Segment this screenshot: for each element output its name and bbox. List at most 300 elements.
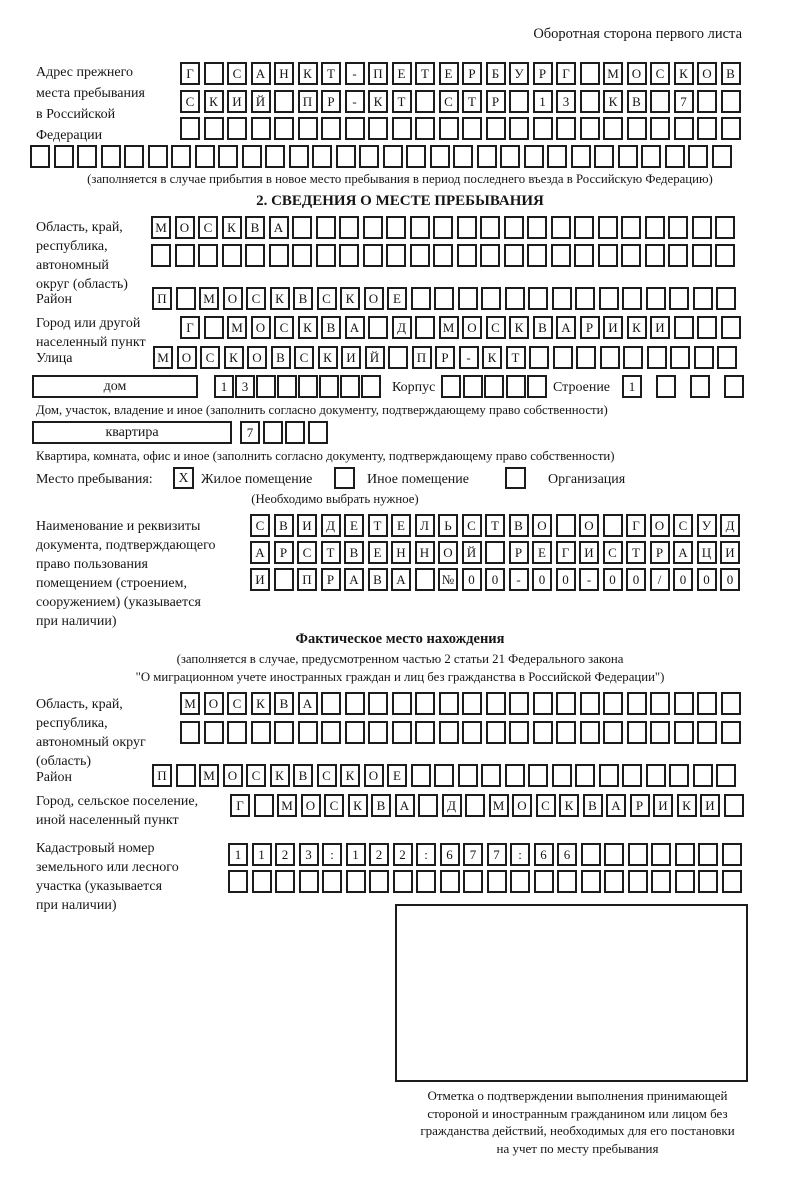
char-cell[interactable] <box>486 721 506 744</box>
char-cell[interactable] <box>665 145 685 168</box>
char-cell[interactable] <box>552 287 572 310</box>
char-cell[interactable] <box>604 870 624 893</box>
char-cell[interactable] <box>316 216 336 239</box>
char-cell[interactable]: 7 <box>240 421 260 444</box>
char-cell[interactable] <box>603 117 623 140</box>
char-cell[interactable] <box>604 843 624 866</box>
char-cell[interactable]: / <box>650 568 670 591</box>
char-cell[interactable] <box>581 843 601 866</box>
char-cell[interactable]: У <box>697 514 717 537</box>
char-cell[interactable]: К <box>340 764 360 787</box>
char-cell[interactable]: О <box>579 514 599 537</box>
char-cell[interactable]: 1 <box>346 843 366 866</box>
char-cell[interactable]: Е <box>532 541 552 564</box>
char-cell[interactable] <box>269 244 289 267</box>
char-cell[interactable] <box>618 145 638 168</box>
char-cell[interactable]: С <box>317 764 337 787</box>
char-cell[interactable] <box>674 117 694 140</box>
char-cell[interactable] <box>693 287 713 310</box>
char-cell[interactable] <box>528 287 548 310</box>
char-cell[interactable]: Н <box>391 541 411 564</box>
char-cell[interactable] <box>533 692 553 715</box>
char-cell[interactable] <box>411 287 431 310</box>
char-cell[interactable]: Т <box>321 62 341 85</box>
char-cell[interactable]: О <box>697 62 717 85</box>
char-cell[interactable] <box>698 843 718 866</box>
char-cell[interactable]: С <box>536 794 556 817</box>
char-cell[interactable] <box>575 287 595 310</box>
char-cell[interactable] <box>603 721 623 744</box>
char-cell[interactable] <box>697 316 717 339</box>
char-cell[interactable] <box>393 870 413 893</box>
char-cell[interactable] <box>556 514 576 537</box>
char-cell[interactable] <box>204 316 224 339</box>
char-cell[interactable] <box>650 90 670 113</box>
char-cell[interactable]: Р <box>509 541 529 564</box>
char-cell[interactable]: О <box>532 514 552 537</box>
char-cell[interactable]: 7 <box>674 90 694 113</box>
char-cell[interactable]: К <box>270 764 290 787</box>
char-cell[interactable]: О <box>650 514 670 537</box>
inoe-checkbox[interactable] <box>334 467 355 489</box>
char-cell[interactable] <box>54 145 74 168</box>
char-cell[interactable] <box>345 721 365 744</box>
char-cell[interactable] <box>646 764 666 787</box>
char-cell[interactable]: Д <box>720 514 740 537</box>
char-cell[interactable]: К <box>318 346 338 369</box>
char-cell[interactable]: П <box>298 90 318 113</box>
char-cell[interactable]: Г <box>230 794 250 817</box>
char-cell[interactable] <box>439 692 459 715</box>
char-cell[interactable] <box>457 216 477 239</box>
char-cell[interactable] <box>312 145 332 168</box>
char-cell[interactable] <box>411 764 431 787</box>
char-cell[interactable]: С <box>294 346 314 369</box>
char-cell[interactable] <box>256 375 276 398</box>
char-cell[interactable]: Р <box>321 568 341 591</box>
char-cell[interactable]: 1 <box>252 843 272 866</box>
char-cell[interactable]: О <box>512 794 532 817</box>
char-cell[interactable]: Д <box>442 794 462 817</box>
char-cell[interactable] <box>547 145 567 168</box>
char-cell[interactable] <box>433 244 453 267</box>
char-cell[interactable] <box>721 692 741 715</box>
char-cell[interactable] <box>697 90 717 113</box>
char-cell[interactable] <box>204 721 224 744</box>
char-cell[interactable] <box>628 843 648 866</box>
char-cell[interactable] <box>204 62 224 85</box>
char-cell[interactable] <box>274 117 294 140</box>
char-cell[interactable]: К <box>340 287 360 310</box>
char-cell[interactable] <box>717 346 737 369</box>
char-cell[interactable]: А <box>345 316 365 339</box>
char-cell[interactable]: В <box>368 568 388 591</box>
char-cell[interactable]: И <box>579 541 599 564</box>
char-cell[interactable]: 1 <box>228 843 248 866</box>
char-cell[interactable] <box>368 316 388 339</box>
char-cell[interactable] <box>465 794 485 817</box>
char-cell[interactable] <box>574 244 594 267</box>
char-cell[interactable] <box>298 375 318 398</box>
char-cell[interactable] <box>434 764 454 787</box>
char-cell[interactable] <box>441 375 461 398</box>
char-cell[interactable]: С <box>198 216 218 239</box>
char-cell[interactable] <box>533 721 553 744</box>
char-cell[interactable]: - <box>579 568 599 591</box>
char-cell[interactable]: О <box>247 346 267 369</box>
char-cell[interactable]: Т <box>506 346 526 369</box>
char-cell[interactable] <box>692 244 712 267</box>
char-cell[interactable] <box>486 692 506 715</box>
char-cell[interactable]: С <box>246 764 266 787</box>
char-cell[interactable] <box>551 244 571 267</box>
char-cell[interactable] <box>434 287 454 310</box>
char-cell[interactable] <box>369 870 389 893</box>
char-cell[interactable] <box>392 721 412 744</box>
char-cell[interactable]: Е <box>344 514 364 537</box>
zhiloe-checkbox[interactable]: X <box>173 467 194 489</box>
char-cell[interactable]: С <box>246 287 266 310</box>
char-cell[interactable] <box>715 244 735 267</box>
char-cell[interactable]: Й <box>365 346 385 369</box>
char-cell[interactable] <box>506 375 526 398</box>
char-cell[interactable] <box>594 145 614 168</box>
char-cell[interactable] <box>533 117 553 140</box>
char-cell[interactable]: Е <box>392 62 412 85</box>
char-cell[interactable] <box>392 692 412 715</box>
char-cell[interactable] <box>485 541 505 564</box>
char-cell[interactable] <box>600 346 620 369</box>
char-cell[interactable] <box>453 145 473 168</box>
char-cell[interactable] <box>418 794 438 817</box>
char-cell[interactable]: П <box>152 764 172 787</box>
char-cell[interactable]: С <box>227 692 247 715</box>
char-cell[interactable] <box>458 287 478 310</box>
char-cell[interactable]: Р <box>321 90 341 113</box>
char-cell[interactable]: 0 <box>532 568 552 591</box>
char-cell[interactable] <box>487 870 507 893</box>
char-cell[interactable]: С <box>250 514 270 537</box>
char-cell[interactable]: П <box>152 287 172 310</box>
char-cell[interactable] <box>345 692 365 715</box>
char-cell[interactable] <box>628 870 648 893</box>
char-cell[interactable] <box>599 287 619 310</box>
char-cell[interactable] <box>529 346 549 369</box>
char-cell[interactable] <box>692 216 712 239</box>
char-cell[interactable] <box>598 244 618 267</box>
char-cell[interactable] <box>724 794 744 817</box>
char-cell[interactable]: С <box>462 514 482 537</box>
char-cell[interactable]: 3 <box>299 843 319 866</box>
char-cell[interactable]: М <box>199 287 219 310</box>
char-cell[interactable] <box>477 145 497 168</box>
char-cell[interactable] <box>721 721 741 744</box>
char-cell[interactable] <box>321 721 341 744</box>
char-cell[interactable] <box>308 421 328 444</box>
char-cell[interactable]: Е <box>368 541 388 564</box>
char-cell[interactable] <box>251 721 271 744</box>
char-cell[interactable] <box>480 216 500 239</box>
char-cell[interactable] <box>415 721 435 744</box>
char-cell[interactable]: Т <box>368 514 388 537</box>
char-cell[interactable] <box>336 145 356 168</box>
char-cell[interactable]: С <box>673 514 693 537</box>
char-cell[interactable]: В <box>245 216 265 239</box>
char-cell[interactable] <box>101 145 121 168</box>
char-cell[interactable]: 3 <box>235 375 255 398</box>
char-cell[interactable]: А <box>251 62 271 85</box>
char-cell[interactable]: О <box>251 316 271 339</box>
char-cell[interactable]: О <box>462 316 482 339</box>
char-cell[interactable] <box>265 145 285 168</box>
char-cell[interactable] <box>339 216 359 239</box>
char-cell[interactable] <box>433 216 453 239</box>
char-cell[interactable] <box>504 216 524 239</box>
char-cell[interactable]: Г <box>556 62 576 85</box>
char-cell[interactable] <box>622 287 642 310</box>
char-cell[interactable] <box>509 692 529 715</box>
char-cell[interactable] <box>321 117 341 140</box>
char-cell[interactable]: 6 <box>534 843 554 866</box>
char-cell[interactable] <box>463 375 483 398</box>
char-cell[interactable]: В <box>583 794 603 817</box>
char-cell[interactable]: М <box>439 316 459 339</box>
char-cell[interactable] <box>656 375 676 398</box>
char-cell[interactable]: К <box>204 90 224 113</box>
char-cell[interactable]: Д <box>392 316 412 339</box>
char-cell[interactable]: Н <box>415 541 435 564</box>
char-cell[interactable]: 2 <box>393 843 413 866</box>
char-cell[interactable]: М <box>151 216 171 239</box>
char-cell[interactable] <box>175 244 195 267</box>
char-cell[interactable]: К <box>603 90 623 113</box>
char-cell[interactable] <box>574 216 594 239</box>
char-cell[interactable]: Р <box>274 541 294 564</box>
char-cell[interactable] <box>505 287 525 310</box>
char-cell[interactable] <box>722 843 742 866</box>
char-cell[interactable]: - <box>459 346 479 369</box>
char-cell[interactable] <box>481 287 501 310</box>
char-cell[interactable]: С <box>274 316 294 339</box>
char-cell[interactable]: К <box>674 62 694 85</box>
char-cell[interactable] <box>462 117 482 140</box>
char-cell[interactable] <box>509 90 529 113</box>
char-cell[interactable] <box>340 375 360 398</box>
char-cell[interactable] <box>527 375 547 398</box>
char-cell[interactable]: : <box>322 843 342 866</box>
char-cell[interactable] <box>228 870 248 893</box>
char-cell[interactable]: Р <box>630 794 650 817</box>
char-cell[interactable] <box>316 244 336 267</box>
char-cell[interactable]: О <box>364 287 384 310</box>
char-cell[interactable] <box>724 375 744 398</box>
char-cell[interactable]: Е <box>391 514 411 537</box>
char-cell[interactable] <box>298 117 318 140</box>
char-cell[interactable] <box>528 764 548 787</box>
char-cell[interactable] <box>651 870 671 893</box>
char-cell[interactable] <box>359 145 379 168</box>
char-cell[interactable] <box>621 244 641 267</box>
char-cell[interactable]: И <box>650 316 670 339</box>
char-cell[interactable] <box>623 346 643 369</box>
char-cell[interactable] <box>697 692 717 715</box>
char-cell[interactable]: 3 <box>556 90 576 113</box>
char-cell[interactable] <box>180 117 200 140</box>
char-cell[interactable]: 0 <box>462 568 482 591</box>
char-cell[interactable] <box>675 870 695 893</box>
char-cell[interactable] <box>510 870 530 893</box>
char-cell[interactable] <box>509 117 529 140</box>
char-cell[interactable]: В <box>274 692 294 715</box>
char-cell[interactable] <box>575 764 595 787</box>
char-cell[interactable] <box>716 764 736 787</box>
char-cell[interactable] <box>674 721 694 744</box>
char-cell[interactable] <box>415 568 435 591</box>
char-cell[interactable] <box>721 117 741 140</box>
char-cell[interactable]: К <box>251 692 271 715</box>
char-cell[interactable] <box>669 764 689 787</box>
char-cell[interactable]: И <box>297 514 317 537</box>
char-cell[interactable]: 0 <box>673 568 693 591</box>
char-cell[interactable]: В <box>509 514 529 537</box>
char-cell[interactable]: О <box>177 346 197 369</box>
char-cell[interactable] <box>386 216 406 239</box>
char-cell[interactable]: В <box>533 316 553 339</box>
char-cell[interactable]: Р <box>462 62 482 85</box>
char-cell[interactable]: М <box>277 794 297 817</box>
char-cell[interactable]: М <box>489 794 509 817</box>
char-cell[interactable] <box>410 244 430 267</box>
char-cell[interactable]: 1 <box>622 375 642 398</box>
char-cell[interactable] <box>363 244 383 267</box>
char-cell[interactable] <box>627 721 647 744</box>
char-cell[interactable]: И <box>653 794 673 817</box>
char-cell[interactable] <box>480 244 500 267</box>
char-cell[interactable] <box>524 145 544 168</box>
char-cell[interactable] <box>645 244 665 267</box>
char-cell[interactable] <box>580 117 600 140</box>
char-cell[interactable] <box>651 843 671 866</box>
char-cell[interactable]: О <box>223 764 243 787</box>
char-cell[interactable]: И <box>250 568 270 591</box>
kvartira-textbox[interactable]: квартира <box>32 421 232 444</box>
char-cell[interactable]: О <box>438 541 458 564</box>
char-cell[interactable]: О <box>627 62 647 85</box>
char-cell[interactable]: 7 <box>463 843 483 866</box>
char-cell[interactable]: - <box>509 568 529 591</box>
char-cell[interactable] <box>218 145 238 168</box>
char-cell[interactable]: К <box>222 216 242 239</box>
char-cell[interactable] <box>321 692 341 715</box>
char-cell[interactable]: 6 <box>440 843 460 866</box>
char-cell[interactable] <box>368 692 388 715</box>
char-cell[interactable] <box>277 375 297 398</box>
char-cell[interactable] <box>645 216 665 239</box>
char-cell[interactable]: 0 <box>626 568 646 591</box>
char-cell[interactable] <box>410 216 430 239</box>
char-cell[interactable]: Т <box>462 90 482 113</box>
char-cell[interactable] <box>254 794 274 817</box>
char-cell[interactable] <box>580 90 600 113</box>
char-cell[interactable] <box>509 721 529 744</box>
char-cell[interactable] <box>481 764 501 787</box>
char-cell[interactable] <box>674 316 694 339</box>
char-cell[interactable]: Р <box>580 316 600 339</box>
char-cell[interactable]: О <box>204 692 224 715</box>
char-cell[interactable] <box>383 145 403 168</box>
char-cell[interactable] <box>171 145 191 168</box>
char-cell[interactable] <box>668 216 688 239</box>
char-cell[interactable] <box>698 870 718 893</box>
char-cell[interactable]: 0 <box>485 568 505 591</box>
char-cell[interactable] <box>386 244 406 267</box>
char-cell[interactable] <box>674 692 694 715</box>
char-cell[interactable] <box>581 870 601 893</box>
char-cell[interactable] <box>715 216 735 239</box>
char-cell[interactable] <box>298 721 318 744</box>
char-cell[interactable] <box>556 692 576 715</box>
char-cell[interactable]: А <box>269 216 289 239</box>
char-cell[interactable]: К <box>627 316 647 339</box>
char-cell[interactable] <box>368 721 388 744</box>
char-cell[interactable]: В <box>271 346 291 369</box>
char-cell[interactable]: Б <box>486 62 506 85</box>
char-cell[interactable]: С <box>603 541 623 564</box>
organizatsiya-checkbox[interactable] <box>505 467 526 489</box>
char-cell[interactable] <box>650 117 670 140</box>
char-cell[interactable] <box>363 216 383 239</box>
char-cell[interactable]: Д <box>321 514 341 537</box>
char-cell[interactable]: С <box>180 90 200 113</box>
char-cell[interactable] <box>368 117 388 140</box>
char-cell[interactable] <box>650 692 670 715</box>
char-cell[interactable] <box>322 870 342 893</box>
char-cell[interactable] <box>527 244 547 267</box>
char-cell[interactable]: № <box>438 568 458 591</box>
char-cell[interactable] <box>204 117 224 140</box>
char-cell[interactable]: 1 <box>533 90 553 113</box>
char-cell[interactable] <box>227 117 247 140</box>
char-cell[interactable]: С <box>324 794 344 817</box>
char-cell[interactable]: К <box>509 316 529 339</box>
char-cell[interactable] <box>245 244 265 267</box>
char-cell[interactable] <box>462 721 482 744</box>
char-cell[interactable] <box>571 145 591 168</box>
char-cell[interactable] <box>416 870 436 893</box>
char-cell[interactable]: С <box>227 62 247 85</box>
char-cell[interactable] <box>603 514 623 537</box>
char-cell[interactable] <box>599 764 619 787</box>
char-cell[interactable]: : <box>510 843 530 866</box>
char-cell[interactable] <box>556 117 576 140</box>
char-cell[interactable] <box>345 117 365 140</box>
char-cell[interactable]: С <box>439 90 459 113</box>
char-cell[interactable] <box>176 287 196 310</box>
char-cell[interactable] <box>285 421 305 444</box>
char-cell[interactable]: 0 <box>720 568 740 591</box>
char-cell[interactable] <box>557 870 577 893</box>
char-cell[interactable]: Т <box>415 62 435 85</box>
char-cell[interactable] <box>603 692 623 715</box>
char-cell[interactable] <box>458 764 478 787</box>
char-cell[interactable] <box>716 287 736 310</box>
char-cell[interactable] <box>180 721 200 744</box>
char-cell[interactable] <box>457 244 477 267</box>
char-cell[interactable] <box>697 117 717 140</box>
char-cell[interactable] <box>641 145 661 168</box>
char-cell[interactable] <box>361 375 381 398</box>
char-cell[interactable]: К <box>368 90 388 113</box>
